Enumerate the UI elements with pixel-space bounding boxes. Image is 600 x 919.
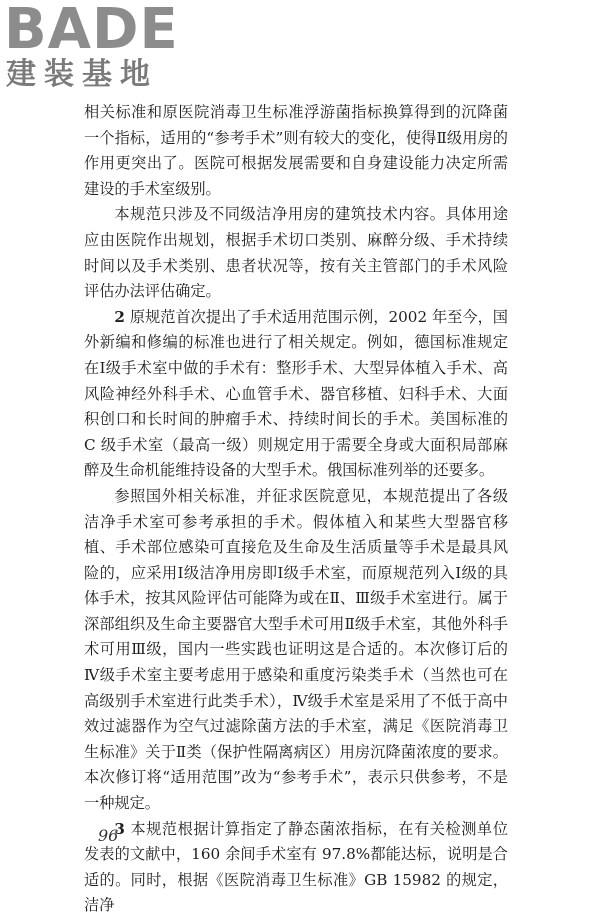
clause-number: 3	[114, 819, 125, 838]
clause-number: 2	[114, 307, 125, 326]
body-text	[84, 100, 508, 919]
bade-logo	[0, 0, 180, 100]
paragraph-text: 原规范首次提出了手术适用范围示例，2002 年至今，国外新编和修编的标准也进行了相关规定。例如，德国标准规定在Ⅰ级手术室中做的手术有：整形手术、大型异体植入手术、高风险神经外科手术、心血管手术、器官移植、妇科手术、大面积创口和长时间的肿瘤手术、持续时间长的手术。美国标准的 C 级手术室（最高一级）则规定用于需要全身或大面积局部麻醉及生命机能维持设备的大型手术。俄国标准列举的还要多。	[84, 307, 508, 480]
paragraph	[84, 817, 508, 919]
paragraph-text: 参照国外相关标准，并征求医院意见，本规范提出了各级洁净手术室可参考承担的手术。假体植入和某些大型器官移植、手术部位感染可直接危及生命及生活质量等手术是最具风险的，应采用Ⅰ级洁净用房即Ⅰ级手术室，而原规范列入Ⅰ级的具体手术，按其风险评估可能降为或在Ⅱ、Ⅲ级手术室进行。属于深部组织及生命主要器官大型手术可用Ⅱ级手术室，其他外科手术可用Ⅲ级，国内一些实践也证明这是合适的。本次修订后的Ⅳ级手术室主要考虑用于感染和重度污染类手术（当然也可在高级别手术室进行此类手术），Ⅳ级手术室是采用了不低于高中效过滤器作为空气过滤除菌方法的手术室，满足《医院消毒卫生标准》关于Ⅱ类（保护性隔离病区）用房沉降菌浓度的要求。本次修订将“适用范围”改为“参考手术”，表示只供参考，不是一种规定。	[84, 486, 508, 813]
paragraph	[84, 202, 508, 304]
logo-subtitle: 建装基地	[6, 57, 158, 92]
paragraph-text: 本规范根据计算指定了静态菌浓指标，在有关检测单位发表的文献中，160 余间手术室有 97.8%都能达标，说明是合适的。同时，根据《医院消毒卫生标准》GB 15982 的规定，洁净	[84, 819, 509, 915]
page-number: 96	[98, 826, 119, 845]
paragraph-text: 相关标准和原医院消毒卫生标准浮游菌指标换算得到的沉降菌一个指标，适用的“参考手术”则有较大的变化，使得Ⅱ级用房的作用更突出了。医院可根据发展需要和自身建设能力决定所需建设的手术室级别。	[84, 103, 508, 198]
logo-wordmark: BADE	[4, 0, 179, 62]
paragraph	[84, 484, 508, 817]
paragraph-text: 本规范只涉及不同级洁净用房的建筑技术内容。具体用途应由医院作出规划，根据手术切口类别、麻醉分级、手术持续时间以及手术类别、患者状况等，按有关主管部门的手术风险评估办法评估确定。	[84, 205, 508, 301]
paragraph	[84, 305, 508, 484]
paragraph	[84, 100, 508, 202]
